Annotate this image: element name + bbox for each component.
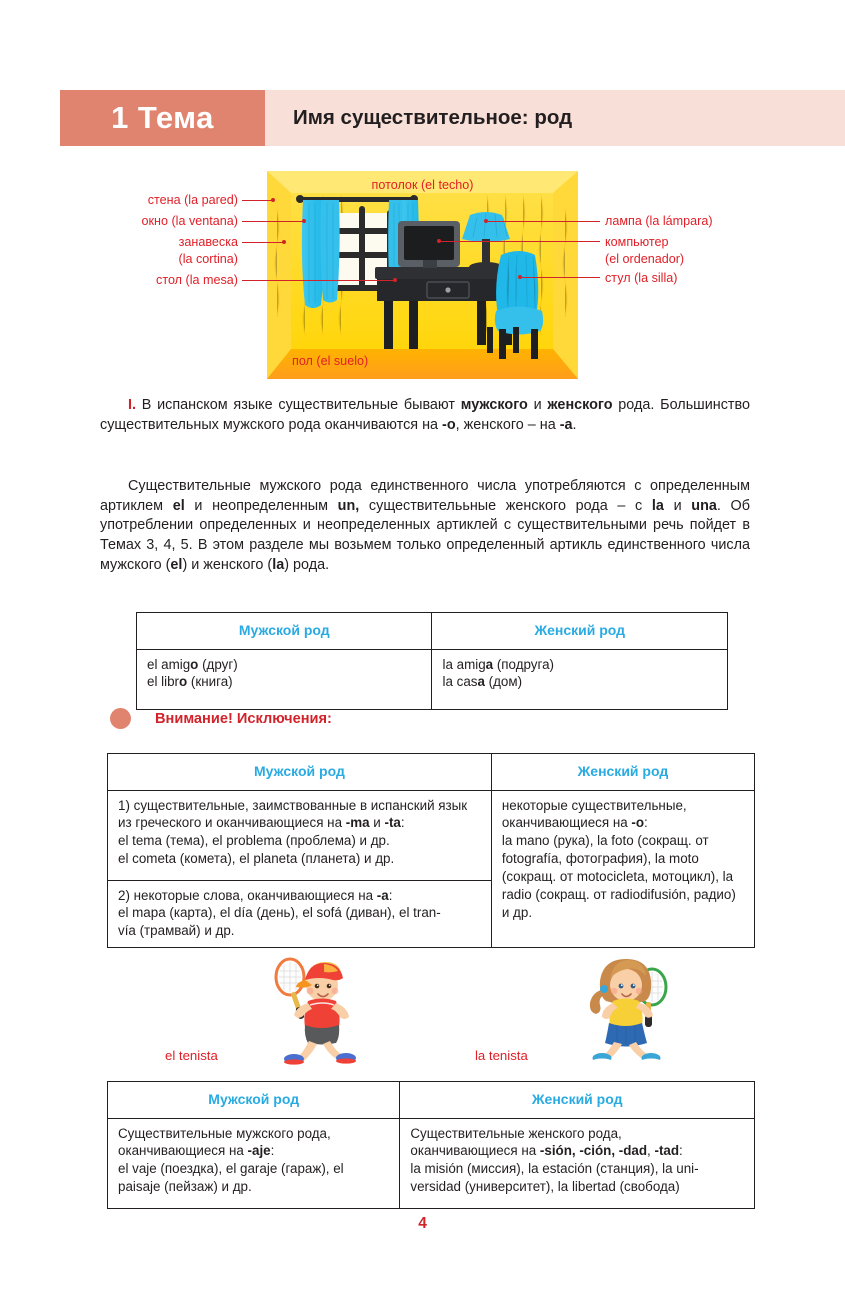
- label-computer-line2: (el ordenador): [605, 252, 685, 266]
- bullet-dot-icon: [110, 708, 131, 729]
- caption-feminine-tenista: la tenista: [475, 1048, 528, 1063]
- attention-label: Внимание! Исключения:: [155, 710, 332, 727]
- topic-header-banner: [60, 90, 845, 146]
- label-chair: стул (la silla): [605, 271, 678, 285]
- girl-tennis-player-illustration: [570, 955, 680, 1065]
- room-illustration-figure: [60, 165, 845, 387]
- paragraph-one-marker: I.: [128, 397, 136, 413]
- gender-table-suffixes: [107, 1081, 755, 1209]
- leader-line-wall: [242, 200, 273, 201]
- page-number: 4: [418, 1215, 427, 1232]
- topic-number-label: 1 Тема: [111, 100, 214, 135]
- table1-header-masculine: Мужской род: [137, 613, 432, 650]
- table2-cell-masculine-2: 2) некоторые слова, оканчивающиеся на -a: el mapa (карта), el día (день), el sofá (диван), el tran- vía (трамвай) и др.: [108, 880, 492, 947]
- leader-line-window: [242, 221, 304, 222]
- boy-tennis-player-illustration: [260, 955, 370, 1065]
- leader-dot-wall: [271, 198, 275, 202]
- label-window: окно (la ventana): [141, 214, 238, 228]
- label-wall: стена (la pared): [147, 193, 238, 207]
- table1-cell-feminine: la amiga (подруга) la casa (дом): [432, 649, 728, 709]
- leader-line-computer: [441, 241, 600, 242]
- table1-cell-masculine: el amigo (друг) el libro (книга): [137, 649, 432, 709]
- label-table: стол (la mesa): [156, 273, 238, 287]
- leader-dot-curtain: [282, 240, 286, 244]
- label-computer-line1: компьютер: [605, 235, 669, 249]
- topic-number-block: [60, 90, 265, 146]
- table3-header-feminine: Женский род: [400, 1082, 755, 1119]
- label-floor: пол (el suelo): [292, 354, 369, 368]
- table-row: [108, 1118, 755, 1208]
- topic-title: Имя существительное: род: [293, 106, 573, 129]
- table-header-row: [108, 1082, 755, 1119]
- caption-masculine-tenista: el tenista: [165, 1048, 218, 1063]
- table-row: [137, 649, 728, 709]
- table-header-row: [108, 754, 755, 791]
- table1-header-feminine: Женский род: [432, 613, 728, 650]
- table3-cell-feminine: Существительные женского рода, оканчивающиеся на -sión, -ción, -dad, -tad: la misión (миссия), la estación (станция), la uni-versidad (университет), la libertad (свобода): [400, 1118, 755, 1208]
- tennis-players-figure: [60, 955, 845, 1075]
- boy-tennis-svg: [260, 955, 370, 1065]
- leader-line-curtain: [242, 242, 284, 243]
- table2-header-feminine: Женский род: [491, 754, 754, 791]
- table3-header-masculine: Мужской род: [108, 1082, 400, 1119]
- label-curtain-line2: (la cortina): [178, 252, 238, 266]
- table2-header-masculine: Мужской род: [108, 754, 492, 791]
- label-curtain-line1: занавеска: [178, 235, 238, 249]
- leader-line-table: [242, 280, 395, 281]
- table3-cell-masculine: Существительные мужского рода, оканчивающиеся на -aje: el vaje (поездка), el garaje (гараж), el paisaje (пейзаж) и др.: [108, 1118, 400, 1208]
- room-svg: [265, 169, 580, 381]
- table2-cell-feminine: некоторые существительные, оканчивающиеся на -o: la mano (рука), la foto (сокращ. от fotografía, фотография), la moto (сокращ. от motocicleta, мотоцикл), la radio (сокращ. от radiodifusión, радио) и др.: [491, 790, 754, 947]
- girl-tennis-svg: [570, 955, 680, 1065]
- table-row: [108, 790, 755, 880]
- leader-line-chair: [522, 277, 600, 278]
- table-header-row: [137, 613, 728, 650]
- table2-cell-masculine-1: 1) существительные, заимствованные в испанский язык из греческого и оканчивающиеся на -ma и -ta: el tema (тема), el problema (проблема) и др. el cometa (комета), el planeta (планета) и др.: [108, 790, 492, 880]
- paragraph-two: Существительные мужского рода единственного числа употребляются с определенным артиклем el и неопределенным un, существителььные женского рода – с la и una. Об употреблении определенных и неопределенных артиклей с существительными речь пойдет в Темах 3, 4, 5. В этом разделе мы возьмем только определенный артикль единственного числа мужского (el) и женского (la) рода.: [100, 478, 750, 573]
- room-with-desk-illustration: [265, 169, 580, 381]
- attention-heading: [110, 708, 332, 729]
- label-ceiling: потолок (el techo): [371, 178, 474, 192]
- leader-line-lamp: [488, 221, 600, 222]
- gender-table-basic: [136, 612, 728, 710]
- gender-table-exceptions: [107, 753, 755, 948]
- paragraph-one-text: В испанском языке существительные бывают мужского и женского рода. Большинство существительных мужского рода оканчиваются на -о, женского – на -a.: [100, 397, 750, 433]
- paragraph-one: [100, 396, 750, 435]
- leader-dot-window: [302, 219, 306, 223]
- leader-dot-table: [393, 278, 397, 282]
- label-lamp: лампа (la lámpara): [605, 214, 713, 228]
